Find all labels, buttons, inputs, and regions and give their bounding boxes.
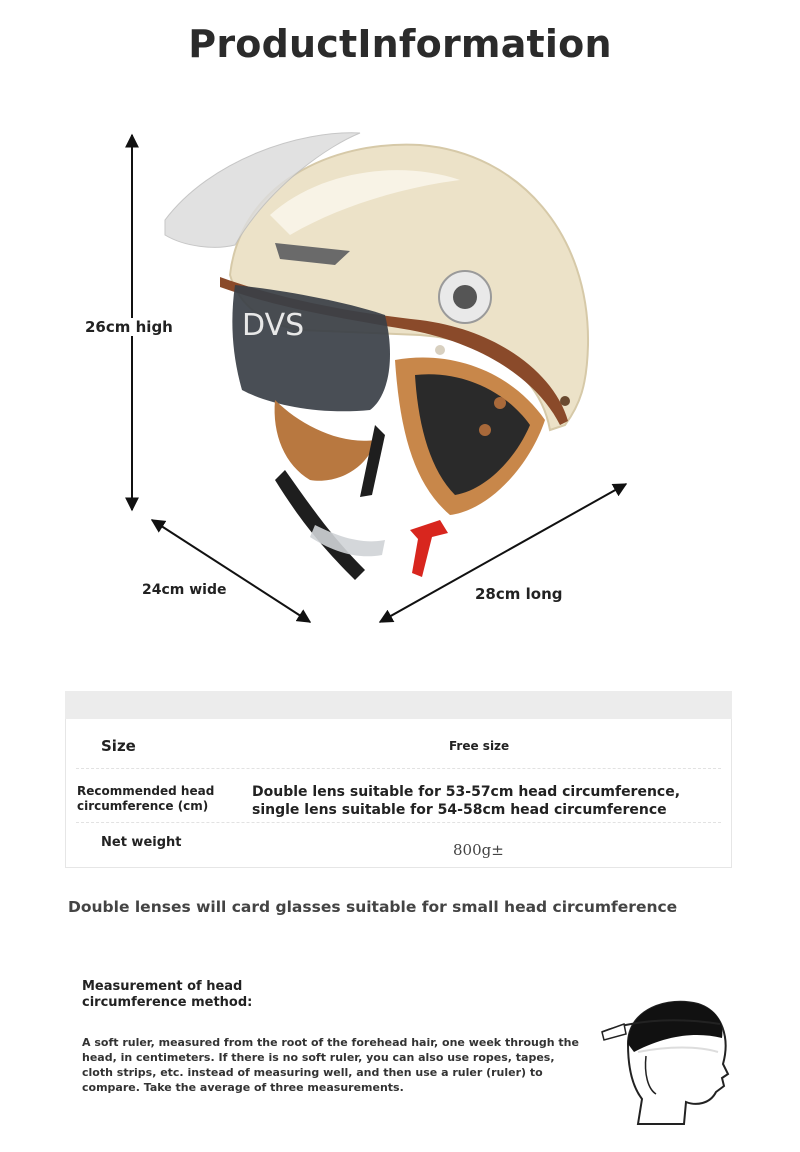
width-label: 24cm wide (142, 582, 227, 598)
spec-size-value: Free size (449, 739, 510, 753)
spec-size-label: Size (101, 737, 136, 755)
spec-weight-label: Net weight (101, 835, 182, 850)
length-label: 28cm long (475, 585, 563, 603)
head-measure-illustration (598, 994, 736, 1129)
measurement-text: A soft ruler, measured from the root of the forehead hair, one week through the head, in centimeters. If there is no soft ruler, you can also use ropes, tapes, cloth strips, etc. instead of measuring well, and then use a ruler (ruler) to compare. Take the average of three measurements. (82, 1036, 579, 1094)
row-divider (76, 822, 721, 823)
spec-weight-value: 800g± (453, 841, 504, 859)
row-divider (76, 768, 721, 769)
page-title: ProductInformation (188, 22, 612, 66)
table-header-band (65, 691, 732, 719)
spec-circumference-value: Double lens suitable for 53-57cm head circumference, single lens suitable for 54-58cm head circumference (252, 784, 681, 818)
height-label: 26cm high (85, 318, 173, 336)
measurement-title: Measurement of head circumference method: (82, 979, 253, 1010)
spec-table (65, 719, 732, 868)
helmet-image (160, 125, 600, 585)
svg-text:DVS: DVS (242, 308, 305, 343)
spec-circumference-label: Recommended head circumference (cm) (77, 784, 215, 813)
lens-note: Double lenses will card glasses suitable for small head circumference (68, 898, 678, 916)
